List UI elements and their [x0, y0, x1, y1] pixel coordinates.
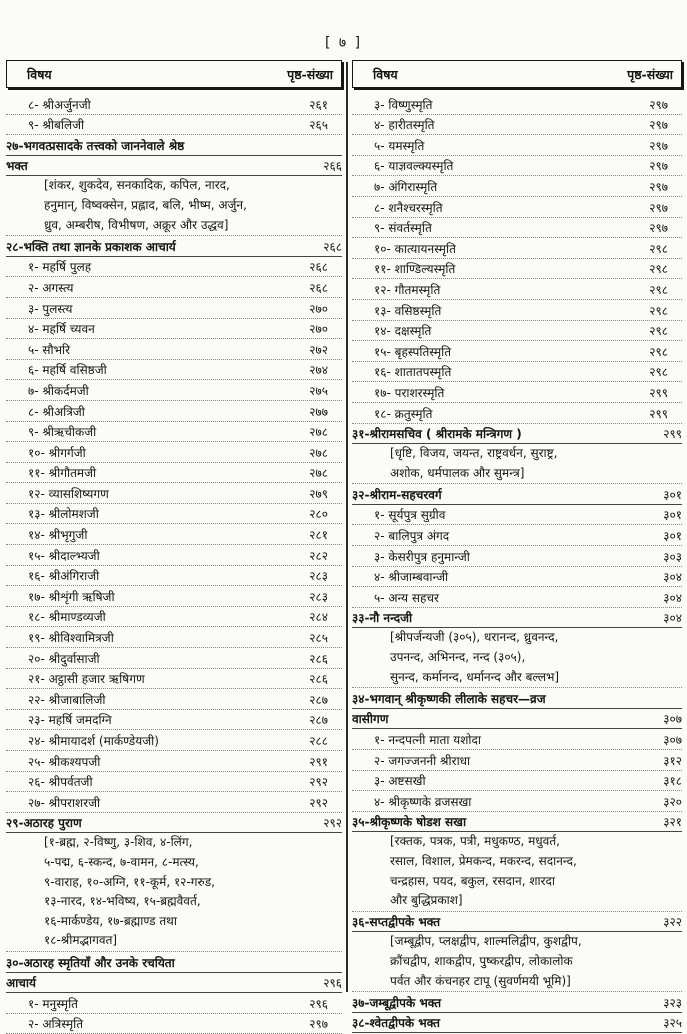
toc-entry-page: २९७: [649, 221, 668, 236]
toc-note-line: क्रौंचद्वीप, शाकद्वीप, पुष्करद्वीप, लोकालोक: [390, 953, 573, 968]
toc-entry-page: २८३: [309, 569, 328, 584]
toc-entry-page: २७५: [309, 383, 328, 398]
toc-entry-page: २८७: [309, 713, 328, 728]
toc-entry-title: ३- विष्णुस्मृति: [374, 97, 433, 112]
toc-note-line: १६-मार्कण्डेय, १७-ब्रह्माण्ड तथा: [44, 913, 177, 928]
toc-entry[interactable]: [6, 339, 342, 360]
toc-entry-page: २९२: [309, 795, 328, 810]
toc-entry-title: ८- श्रीअत्रिजी: [28, 404, 85, 419]
toc-entry-title: १७- पराशरस्मृति: [374, 385, 445, 400]
subject-heading: विषय: [27, 66, 52, 82]
toc-entry-page: २९१: [309, 754, 328, 769]
toc-note-line: [धृष्टि, विजय, जयन्त, राष्ट्रवर्धन, सुराष्ट्र,: [390, 446, 558, 461]
toc-entry[interactable]: [6, 524, 342, 545]
toc-entry[interactable]: [352, 259, 682, 280]
toc-entry-page: २८०: [309, 507, 328, 522]
toc-note-line: सुनन्द, कर्मानन्द, धर्मानन्द और बल्लभ]: [390, 669, 560, 684]
toc-entry-title: २५- श्रीकश्यपजी: [28, 754, 101, 769]
toc-entry[interactable]: [6, 772, 342, 793]
toc-entry-page: २९७: [649, 138, 668, 153]
toc-entry[interactable]: [6, 401, 342, 422]
toc-entry-page: २९७: [649, 97, 668, 112]
toc-entry-page: २६१: [309, 97, 328, 112]
toc-note-line: और बुद्धिप्रकाश]: [390, 893, 463, 908]
toc-section-entry[interactable]: [352, 992, 682, 1013]
page-count-heading: पृष्ठ-संख्या: [287, 66, 333, 82]
toc-entry[interactable]: [6, 442, 342, 463]
toc-note: [6, 176, 342, 236]
toc-entry-title: ३३-नौ नन्दजी: [352, 611, 413, 626]
toc-entry-title: १७- श्रीशृंगी ऋषिजी: [28, 589, 115, 604]
toc-entry-title: १५- श्रीदाल्भ्यजी: [28, 548, 100, 563]
toc-entry[interactable]: [6, 483, 342, 504]
column-divider: [346, 62, 348, 992]
toc-entry-title: ३- केसरीपुत्र हनुमान्जी: [374, 549, 470, 564]
toc-entry-page: ३२३: [663, 995, 682, 1010]
toc-entry[interactable]: [352, 567, 682, 588]
toc-entry[interactable]: [6, 993, 342, 1014]
toc-entry-title: १४- श्रीभृगुजी: [28, 528, 88, 543]
toc-entry-page: २८८: [309, 734, 328, 748]
toc-entry-title: ६- महर्षि वसिष्ठजी: [28, 363, 107, 378]
toc-entry-title: १०- कात्यायनस्मृति: [374, 241, 456, 256]
toc-entry-title: ४- श्रीजाम्बवान्जी: [374, 570, 449, 585]
toc-section-entry[interactable]: [6, 813, 342, 834]
toc-entry-page: २६६: [323, 159, 342, 174]
column-header-left: [6, 60, 342, 88]
toc-entry[interactable]: [352, 362, 682, 383]
toc-note-line: [श्रीपर्जन्यजी (३०५), धरानन्द, ध्रुवनन्द,: [390, 630, 559, 645]
toc-entry-page: २७८: [309, 466, 328, 481]
toc-entry[interactable]: [6, 1014, 342, 1034]
column-header-right: [352, 60, 682, 88]
toc-entry[interactable]: [352, 156, 682, 177]
toc-entry[interactable]: [352, 403, 682, 424]
toc-entry[interactable]: [6, 504, 342, 525]
toc-entry[interactable]: [352, 197, 682, 218]
toc-entry-title: २- जगज्जननी श्रीराधा: [374, 753, 471, 768]
toc-section-entry[interactable]: [352, 709, 682, 730]
toc-note-line: [शंकर, शुकदेव, सनकादिक, कपिल, नारद,: [44, 178, 230, 193]
toc-entry-page: २७४: [309, 363, 328, 378]
toc-entry-page: २८७: [309, 692, 328, 707]
toc-note-line: ९-वाराह, १०-अग्नि, ११-कूर्म, १२-गरुड,: [44, 874, 215, 889]
toc-entry-title: ८- श्रीअर्जुनजी: [28, 97, 91, 112]
toc-entry-title: ९- श्रीबलिजी: [28, 118, 85, 133]
toc-entry[interactable]: [6, 277, 342, 298]
page-number: [ ७ ]: [324, 35, 363, 51]
toc-entry-title: २- अत्रिस्मृति: [28, 1017, 84, 1032]
toc-entry-title: ४- हारीतस्मृति: [374, 118, 435, 133]
toc-entry[interactable]: [352, 321, 682, 342]
toc-entry[interactable]: [6, 607, 342, 628]
toc-entry-page: २९६: [323, 976, 342, 991]
toc-entry-page: २६५: [309, 118, 328, 133]
toc-entry[interactable]: [352, 587, 682, 608]
toc-entry-page: २९९: [663, 427, 682, 442]
toc-entry-title: ९- श्रीऋचीकजी: [28, 425, 97, 440]
toc-entry-title: ३- पुलस्त्य: [28, 301, 73, 316]
toc-entry[interactable]: [6, 257, 342, 278]
toc-entry-page: २९६: [309, 996, 328, 1011]
toc-entry-page: २९८: [649, 303, 668, 318]
toc-entry-page: २९९: [649, 385, 668, 400]
toc-entry-page: २८५: [309, 631, 328, 646]
toc-entry-page: ३०७: [663, 733, 682, 747]
toc-entry-title: २२- श्रीजाबालिजी: [28, 692, 106, 707]
toc-note-line: चन्द्रहास, पयद, बकुल, रसदान, शारदा: [390, 873, 555, 888]
toc-note-line: पर्वत और कंचनहर टापू (सुवर्णमयी भूमि)]: [390, 973, 571, 988]
toc-entry-page: २९७: [649, 179, 668, 194]
toc-entry-title: १०- श्रीगर्गजी: [28, 445, 86, 460]
toc-entry-page: २९७: [649, 200, 668, 215]
toc-entry[interactable]: [352, 94, 682, 115]
toc-entry[interactable]: [352, 300, 682, 321]
toc-entry-page: २७०: [309, 301, 328, 316]
toc-entry-page: २६८: [309, 260, 328, 275]
toc-entry-title: ३८-श्वेतद्वीपके भक्त: [352, 1016, 440, 1031]
toc-entry-page: २८१: [309, 528, 328, 543]
toc-entry-page: २७८: [309, 425, 328, 440]
toc-entry-page: ३२२: [663, 915, 682, 930]
toc-entry[interactable]: [352, 341, 682, 362]
toc-entry-page: २८६: [309, 651, 328, 666]
toc-section-entry[interactable]: [352, 688, 682, 709]
toc-entry-page: २९८: [649, 324, 668, 339]
toc-entry-title: १- मनुस्मृति: [28, 996, 79, 1011]
toc-entry-title: ३०-अठारह स्मृतियाँ और उनके रचयिता: [6, 955, 175, 970]
toc-entry[interactable]: [6, 115, 342, 136]
toc-entry-title: २०- श्रीदुर्वासाजी: [28, 651, 100, 666]
toc-entry-title: भक्त: [6, 159, 28, 174]
toc-entry-title: १- नन्दपत्नी माता यशोदा: [374, 733, 481, 747]
toc-entry-title: ३१-श्रीरामसचिव ( श्रीरामके मन्त्रिगण ): [352, 427, 522, 442]
toc-section-entry[interactable]: [6, 135, 342, 156]
toc-entry[interactable]: [6, 730, 342, 751]
toc-section-entry[interactable]: [352, 1013, 682, 1034]
toc-entry-page: २७७: [309, 404, 328, 419]
toc-entry-title: ३५-श्रीकृष्णके षोडश सखा: [352, 815, 467, 830]
toc-entry-title: २- बालिपुत्र अंगद: [374, 529, 450, 544]
toc-note-line: ध्रुव, अम्बरीष, विभीषण, अक्रूर और उद्धव]: [44, 217, 229, 232]
toc-entry[interactable]: [6, 586, 342, 607]
toc-entry[interactable]: [352, 750, 682, 771]
toc-entry-title: ६- याज्ञवल्क्यस्मृति: [374, 159, 454, 174]
toc-entry-title: १५- बृहस्पतिस्मृति: [374, 344, 452, 359]
toc-entry-title: ४- श्रीकृष्णके व्रजसखा: [374, 794, 472, 809]
toc-entry-title: ३- अष्टसखी: [374, 774, 426, 789]
toc-entry[interactable]: [6, 545, 342, 566]
toc-entry-page: २८२: [309, 548, 328, 563]
toc-entry-page: २७०: [309, 322, 328, 337]
toc-entry[interactable]: [6, 319, 342, 340]
toc-entry-title: २६- श्रीपर्वतजी: [28, 775, 93, 790]
toc-note-line: ५-पद्म, ६-स्कन्द, ७-वामन, ८-मत्स्य,: [44, 854, 199, 869]
toc-entry-title: १६- श्रीअंगिराजी: [28, 569, 100, 584]
toc-entry-title: ११- शाण्डिल्यस्मृति: [374, 262, 456, 277]
toc-list-right: [352, 94, 682, 1033]
toc-entry-page: २८३: [309, 589, 328, 604]
toc-entry[interactable]: [352, 115, 682, 136]
toc-section-entry[interactable]: [352, 424, 682, 445]
toc-entry-title: २३- महर्षि जमदग्नि: [28, 713, 112, 728]
toc-note-line: उपनन्द, अभिनन्द, नन्द (३०५),: [390, 650, 526, 665]
toc-entry-page: २९२: [323, 816, 342, 831]
toc-entry[interactable]: [352, 771, 682, 792]
toc-note-line: [१-ब्रह्म, २-विष्णु, ३-शिव, ४-लिंग,: [44, 835, 193, 850]
toc-section-entry[interactable]: [6, 952, 342, 973]
toc-entry-title: ९- संवर्तस्मृति: [374, 221, 432, 236]
toc-entry-title: ३७-जम्बूद्वीपके भक्त: [352, 995, 442, 1010]
toc-entry[interactable]: [6, 380, 342, 401]
toc-entry[interactable]: [352, 505, 682, 526]
toc-section-entry[interactable]: [352, 484, 682, 505]
page-count-heading: पृष्ठ-संख्या: [627, 66, 673, 82]
toc-entry[interactable]: [6, 792, 342, 813]
toc-entry-title: ७- श्रीकर्दमजी: [28, 383, 89, 398]
toc-entry[interactable]: [6, 463, 342, 484]
toc-entry-page: २९७: [649, 159, 668, 174]
toc-entry[interactable]: [352, 382, 682, 403]
toc-note-line: [जम्बूद्वीप, प्लक्षद्वीप, शाल्मलिद्वीप, कुशद्वीप,: [390, 934, 582, 949]
toc-entry-page: ३०१: [663, 508, 682, 523]
toc-entry-page: २९८: [649, 241, 668, 256]
toc-entry-title: १२- व्यासशिष्यगण: [28, 486, 109, 501]
toc-entry[interactable]: [6, 566, 342, 587]
toc-entry-title: २१- अट्ठासी हजार ऋषिगण: [28, 672, 145, 687]
toc-list-left: [6, 94, 342, 1034]
toc-entry-title: १३- श्रीलोमशजी: [28, 507, 99, 522]
toc-entry[interactable]: [352, 279, 682, 300]
toc-entry[interactable]: [6, 648, 342, 669]
toc-entry[interactable]: [6, 360, 342, 381]
toc-entry-page: २७९: [309, 486, 328, 501]
toc-entry-page: २९८: [649, 262, 668, 277]
toc-entry-title: ५- अन्य सहचर: [374, 590, 439, 605]
toc-note: [352, 444, 682, 484]
toc-entry-title: २- अगस्त्य: [28, 280, 74, 295]
toc-entry-title: १९- श्रीविश्वामित्रजी: [28, 631, 114, 646]
toc-entry[interactable]: [6, 689, 342, 710]
toc-entry[interactable]: [6, 94, 342, 115]
toc-entry[interactable]: [6, 710, 342, 731]
toc-entry-page: २७८: [309, 445, 328, 460]
toc-entry-title: २८-भक्ति तथा ज्ञानके प्रकाशक आचार्य: [6, 239, 176, 254]
toc-entry-page: ३१२: [663, 753, 682, 768]
toc-entry-page: ३०३: [663, 549, 682, 564]
toc-entry[interactable]: [352, 546, 682, 567]
toc-note-line: हनुमान्, विष्वक्सेन, प्रह्लाद, बलि, भीष्म, अर्जुन,: [44, 197, 247, 212]
toc-entry-page: २९२: [309, 775, 328, 790]
toc-entry-title: १३- वसिष्ठस्मृति: [374, 303, 442, 318]
toc-entry-title: १४- दक्षस्मृति: [374, 324, 432, 339]
toc-entry-page: [678, 707, 682, 708]
toc-section-entry[interactable]: [352, 812, 682, 833]
toc-entry[interactable]: [6, 669, 342, 690]
toc-entry[interactable]: [352, 218, 682, 239]
toc-entry-title: २४- श्रीमायादर्श (मार्कण्डेयजी): [28, 734, 159, 748]
toc-note: [352, 932, 682, 992]
toc-entry-page: २९७: [649, 118, 668, 133]
toc-entry-page: ३०४: [663, 570, 682, 585]
toc-entry-page: २९८: [649, 282, 668, 297]
toc-entry-title: १८- श्रीमाण्डव्यजी: [28, 610, 106, 625]
toc-entry-title: २७-भगवत्प्रसादके तत्त्वको जाननेवाले श्रेष्ठ: [6, 138, 185, 153]
toc-entry[interactable]: [352, 729, 682, 750]
toc-entry-page: ३०४: [663, 611, 682, 626]
toc-entry-page: ३०१: [663, 487, 682, 502]
toc-entry-title: १८- क्रतुस्मृति: [374, 406, 433, 421]
toc-column-left: [6, 60, 342, 1034]
toc-entry-page: [338, 971, 342, 972]
toc-column-right: [352, 60, 682, 1033]
toc-entry-page: ३२५: [663, 1016, 682, 1031]
toc-entry-page: २९९: [649, 406, 668, 421]
toc-section-entry[interactable]: [352, 608, 682, 629]
toc-entry[interactable]: [352, 238, 682, 259]
toc-entry-title: १- महर्षि पुलह: [28, 260, 92, 275]
toc-entry-title: आचार्य: [6, 976, 36, 991]
toc-section-entry[interactable]: [6, 156, 342, 177]
toc-entry-page: २८४: [309, 610, 328, 625]
toc-entry[interactable]: [352, 791, 682, 812]
toc-entry-page: ३१८: [663, 774, 682, 789]
toc-entry-title: वासीगण: [352, 712, 389, 727]
toc-entry-title: १६- शातातपस्मृति: [374, 365, 452, 380]
toc-entry-title: ५- यमस्मृति: [374, 138, 425, 153]
subject-heading: विषय: [373, 66, 398, 82]
toc-entry[interactable]: [6, 422, 342, 443]
toc-note-line: १३-नारद, १४-भविष्य, १५-ब्रह्मवैवर्त,: [44, 894, 201, 909]
toc-entry-page: २९८: [649, 365, 668, 380]
toc-section-entry[interactable]: [6, 236, 342, 257]
toc-entry[interactable]: [6, 298, 342, 319]
toc-entry-title: ४- महर्षि च्यवन: [28, 322, 95, 337]
toc-note: [6, 833, 342, 952]
toc-entry-title: १- सूर्यपुत्र सुग्रीव: [374, 508, 446, 523]
toc-entry[interactable]: [6, 751, 342, 772]
toc-entry[interactable]: [6, 627, 342, 648]
toc-entry-title: २७- श्रीपराशरजी: [28, 795, 101, 810]
toc-entry-title: ८- शनैश्चरस्मृति: [374, 200, 443, 215]
toc-section-entry[interactable]: [352, 912, 682, 933]
toc-entry-title: २९-अठारह पुराण: [6, 816, 82, 831]
toc-entry-page: २७२: [309, 342, 328, 357]
toc-note-line: अशोक, धर्मपालक और सुमन्त्र]: [390, 465, 525, 480]
toc-entry-title: ३४-भगवान् श्रीकृष्णकी लीलाके सहचर—व्रज: [352, 691, 546, 706]
toc-note: [352, 832, 682, 911]
toc-entry[interactable]: [352, 525, 682, 546]
toc-note: [352, 628, 682, 688]
toc-entry-page: ३२१: [663, 815, 682, 830]
toc-entry-page: ३०४: [663, 590, 682, 605]
toc-entry-page: ३०७: [663, 712, 682, 727]
toc-entry-page: २९७: [309, 1017, 328, 1032]
toc-entry-page: ३०१: [663, 529, 682, 544]
toc-entry-title: ५- सौभरि: [28, 342, 71, 357]
toc-entry-title: ३२-श्रीराम-सहचरवर्ग: [352, 487, 442, 502]
toc-entry-page: [338, 154, 342, 155]
toc-note-line: १८-श्रीमद्भागवत]: [44, 933, 118, 948]
toc-entry-page: ३२०: [663, 794, 682, 809]
toc-entry-title: ११- श्रीगौतमजी: [28, 466, 97, 481]
toc-entry-title: ३६-सप्तद्वीपके भक्त: [352, 915, 441, 930]
toc-entry-title: १२- गौतमस्मृति: [374, 282, 441, 297]
toc-entry-title: ७- अंगिरास्मृति: [374, 179, 438, 194]
toc-entry-page: २८६: [309, 672, 328, 687]
toc-entry-page: २६८: [323, 239, 342, 254]
toc-entry[interactable]: [352, 135, 682, 156]
toc-entry-page: २९८: [649, 344, 668, 359]
toc-entry[interactable]: [352, 176, 682, 197]
toc-entry-page: २६८: [309, 280, 328, 295]
toc-note-line: [रक्तक, पत्रक, पत्री, मधुकण्ठ, मधुवर्त,: [390, 834, 560, 849]
toc-section-entry[interactable]: [6, 973, 342, 994]
toc-note-line: रसाल, विशाल, प्रेमकन्द, मकरन्द, सदानन्द,: [390, 853, 577, 868]
